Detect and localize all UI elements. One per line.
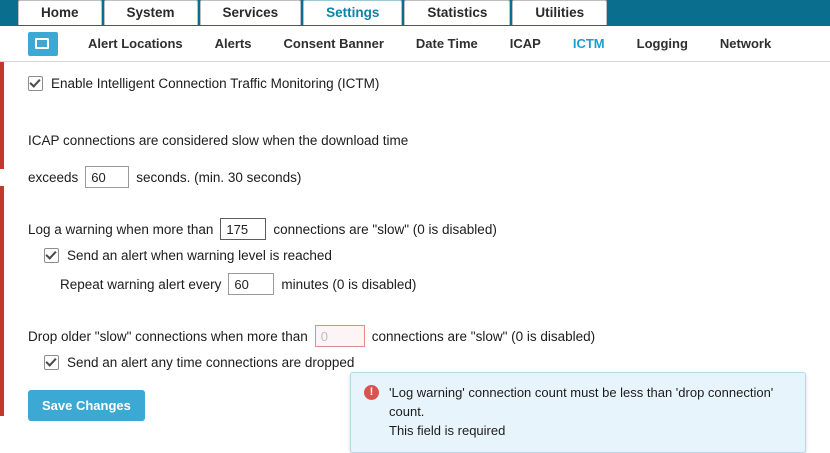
validation-message-line2: This field is required [389, 423, 506, 438]
spacer-2 [28, 148, 830, 166]
send-alert-dropped-row [44, 355, 830, 370]
repeat-warning-row [60, 273, 830, 295]
subnav-item-consent-banner[interactable]: Consent Banner [283, 36, 384, 51]
error-icon: ! [364, 385, 379, 400]
subnav-item-ictm[interactable]: ICTM [572, 36, 605, 51]
log-warning-input[interactable] [220, 218, 266, 240]
spacer-1 [28, 91, 830, 133]
tab-settings[interactable]: Settings [303, 0, 402, 25]
subnav-item-icap[interactable]: ICAP [509, 36, 541, 51]
validation-message-line1: 'Log warning' connection count must be less than 'drop connection' count. [389, 385, 774, 419]
tab-statistics[interactable]: Statistics [404, 0, 510, 25]
subnav-item-date-time[interactable]: Date Time [415, 36, 478, 51]
subnav-item-alert-locations[interactable]: Alert Locations [88, 36, 183, 51]
slow-seconds-suffix-label: seconds. (min. 30 seconds) [136, 169, 302, 185]
slow-description-row [28, 133, 830, 148]
ictm-settings-form [0, 62, 830, 421]
drop-connections-input[interactable] [315, 325, 365, 347]
repeat-warning-suffix-label: minutes (0 is disabled) [281, 276, 417, 292]
log-warning-suffix-label: connections are "slow" (0 is disabled) [273, 221, 497, 237]
alert-badge-icon [28, 32, 58, 56]
slow-seconds-input[interactable] [85, 166, 129, 188]
repeat-warning-prefix-label: Repeat warning alert every [60, 276, 222, 292]
log-warning-row [28, 218, 830, 240]
save-changes-button[interactable]: Save Changes [28, 390, 145, 421]
log-warning-prefix-label: Log a warning when more than [28, 221, 214, 237]
repeat-warning-input[interactable] [228, 273, 274, 295]
slow-seconds-row [28, 166, 830, 188]
send-alert-dropped-checkbox[interactable] [44, 355, 59, 370]
drop-connections-row [28, 325, 830, 347]
subnav-item-logging[interactable]: Logging [636, 36, 688, 51]
tab-system[interactable]: System [104, 0, 198, 25]
tab-utilities[interactable]: Utilities [512, 0, 607, 25]
slow-seconds-prefix-label: exceeds [28, 169, 79, 185]
send-alert-dropped-label: Send an alert any time connections are dropped [67, 355, 355, 370]
send-alert-warning-row [44, 248, 830, 263]
enable-ictm-checkbox[interactable] [28, 76, 43, 91]
send-alert-warning-checkbox[interactable] [44, 248, 59, 263]
secondary-nav-bar [0, 26, 830, 62]
slow-description-text: ICAP connections are considered slow when the download time [28, 133, 409, 148]
tab-home[interactable]: Home [18, 0, 102, 25]
subnav-item-alerts[interactable]: Alerts [214, 36, 252, 51]
spacer-4 [28, 295, 830, 325]
tab-services[interactable]: Services [200, 0, 302, 25]
drop-connections-prefix-label: Drop older "slow" connections when more than [28, 328, 308, 344]
validation-tooltip [350, 372, 806, 453]
enable-ictm-label: Enable Intelligent Connection Traffic Monitoring (ICTM) [51, 76, 380, 91]
enable-ictm-row [28, 76, 830, 91]
drop-connections-suffix-label: connections are "slow" (0 is disabled) [371, 328, 596, 344]
send-alert-warning-label: Send an alert when warning level is reached [67, 248, 332, 263]
spacer-3 [28, 188, 830, 218]
subnav-item-network[interactable]: Network [719, 36, 772, 51]
primary-tab-bar [0, 0, 830, 26]
